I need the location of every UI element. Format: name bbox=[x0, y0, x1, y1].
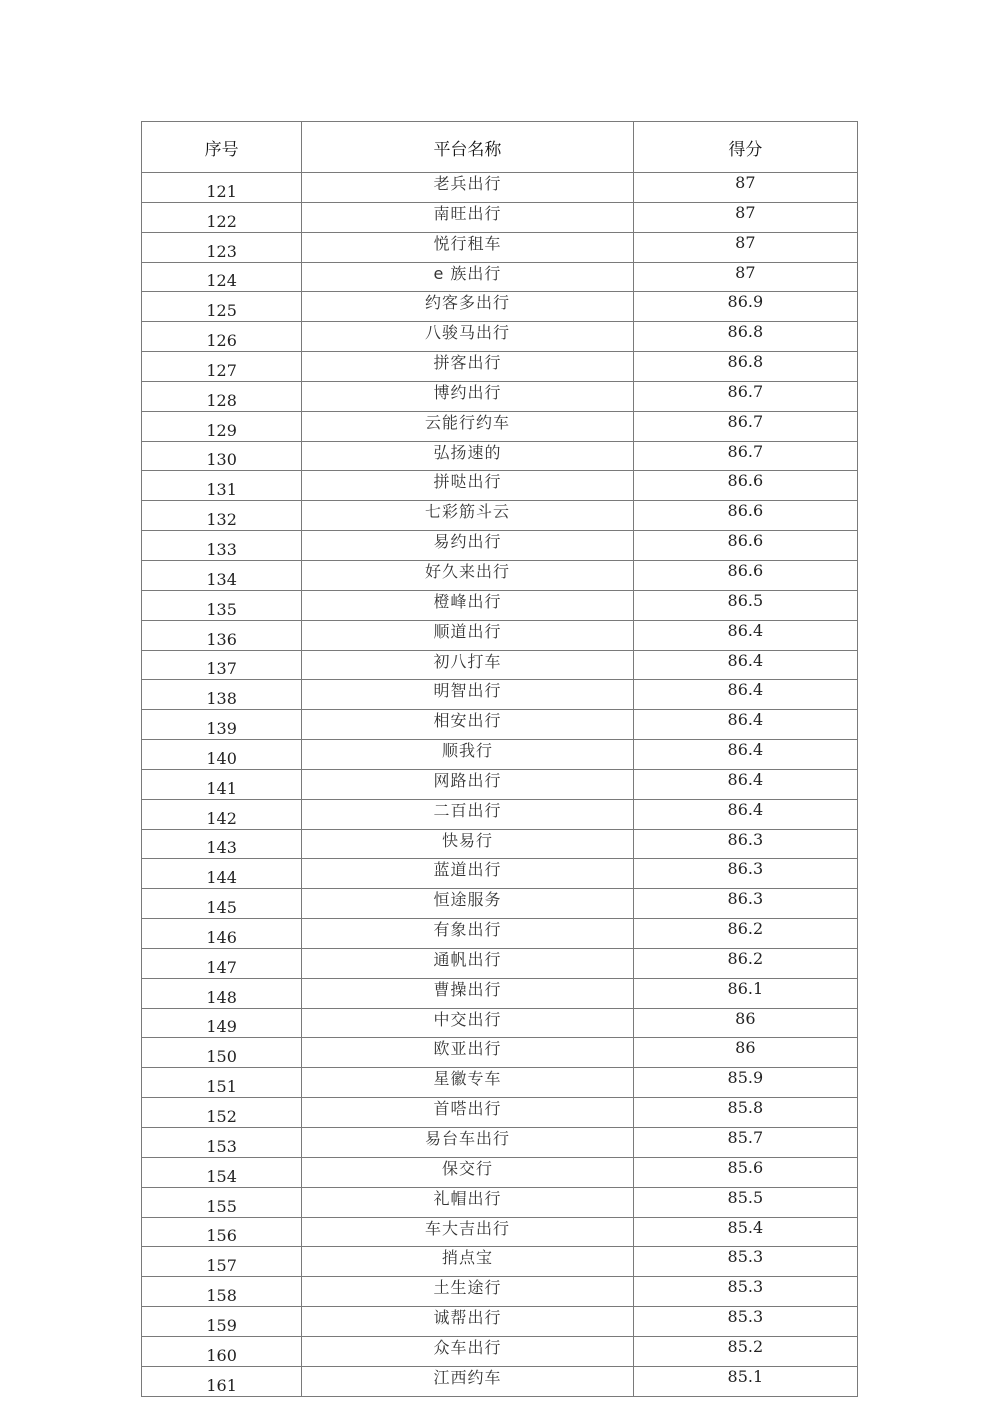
platform-name: 曹操出行 bbox=[302, 978, 633, 1008]
platform-name: 悦行租车 bbox=[302, 232, 633, 262]
row-number: 155 bbox=[142, 1187, 302, 1217]
platform-name: 通帆出行 bbox=[302, 948, 633, 978]
score-value: 86.3 bbox=[633, 859, 857, 889]
score-value: 86.3 bbox=[633, 829, 857, 859]
row-number: 125 bbox=[142, 292, 302, 322]
platform-name: 恒途服务 bbox=[302, 889, 633, 919]
row-number: 144 bbox=[142, 859, 302, 889]
row-number: 132 bbox=[142, 501, 302, 531]
table-body bbox=[142, 173, 858, 1397]
row-number: 133 bbox=[142, 531, 302, 561]
table-row bbox=[142, 1277, 858, 1307]
platform-name: 网路出行 bbox=[302, 769, 633, 799]
platform-name: 快易行 bbox=[302, 829, 633, 859]
score-value: 86.3 bbox=[633, 889, 857, 919]
platform-name: 江西约车 bbox=[302, 1366, 633, 1396]
row-number: 134 bbox=[142, 560, 302, 590]
platform-name: 保交行 bbox=[302, 1157, 633, 1187]
row-number: 131 bbox=[142, 471, 302, 501]
table-header bbox=[142, 122, 858, 173]
score-value: 86 bbox=[633, 1038, 857, 1068]
score-value: 85.8 bbox=[633, 1098, 857, 1128]
table-row bbox=[142, 352, 858, 382]
score-value: 86.7 bbox=[633, 441, 857, 471]
table-row bbox=[142, 471, 858, 501]
score-value: 86.1 bbox=[633, 978, 857, 1008]
table-row bbox=[142, 799, 858, 829]
row-number: 137 bbox=[142, 650, 302, 680]
score-value: 85.4 bbox=[633, 1217, 857, 1247]
platform-name: 明智出行 bbox=[302, 680, 633, 710]
platform-name: 八骏马出行 bbox=[302, 322, 633, 352]
platform-name: 初八打车 bbox=[302, 650, 633, 680]
table-row bbox=[142, 1217, 858, 1247]
score-value: 86.6 bbox=[633, 560, 857, 590]
table-row bbox=[142, 173, 858, 203]
platform-name: 有象出行 bbox=[302, 919, 633, 949]
table-row bbox=[142, 1128, 858, 1158]
row-number: 127 bbox=[142, 352, 302, 382]
score-value: 85.9 bbox=[633, 1068, 857, 1098]
score-value: 87 bbox=[633, 173, 857, 203]
platform-name: 易约出行 bbox=[302, 531, 633, 561]
score-value: 86.4 bbox=[633, 710, 857, 740]
platform-name: 诚帮出行 bbox=[302, 1307, 633, 1337]
table-row bbox=[142, 232, 858, 262]
table-row bbox=[142, 1098, 858, 1128]
platform-name: 车大吉出行 bbox=[302, 1217, 633, 1247]
row-number: 140 bbox=[142, 740, 302, 770]
score-value: 86.7 bbox=[633, 411, 857, 441]
platform-name: 众车出行 bbox=[302, 1336, 633, 1366]
platform-name: 七彩筋斗云 bbox=[302, 501, 633, 531]
score-value: 86.4 bbox=[633, 680, 857, 710]
platform-name: 二百出行 bbox=[302, 799, 633, 829]
score-value: 85.5 bbox=[633, 1187, 857, 1217]
table-row bbox=[142, 202, 858, 232]
row-number: 143 bbox=[142, 829, 302, 859]
score-value: 86.6 bbox=[633, 471, 857, 501]
table-row bbox=[142, 859, 858, 889]
row-number: 156 bbox=[142, 1217, 302, 1247]
table-row bbox=[142, 620, 858, 650]
score-value: 86.2 bbox=[633, 919, 857, 949]
score-value: 87 bbox=[633, 262, 857, 292]
score-value: 86.4 bbox=[633, 620, 857, 650]
row-number: 135 bbox=[142, 590, 302, 620]
score-value: 85.2 bbox=[633, 1336, 857, 1366]
row-number: 154 bbox=[142, 1157, 302, 1187]
score-value: 87 bbox=[633, 232, 857, 262]
score-value: 85.1 bbox=[633, 1366, 857, 1396]
header-no: 序号 bbox=[142, 122, 302, 173]
table-row bbox=[142, 710, 858, 740]
row-number: 146 bbox=[142, 919, 302, 949]
score-value: 86.4 bbox=[633, 740, 857, 770]
score-value: 86.4 bbox=[633, 769, 857, 799]
platform-name: 土生途行 bbox=[302, 1277, 633, 1307]
row-number: 161 bbox=[142, 1366, 302, 1396]
table-row bbox=[142, 590, 858, 620]
score-value: 85.3 bbox=[633, 1247, 857, 1277]
table-row bbox=[142, 292, 858, 322]
platform-name: 首嗒出行 bbox=[302, 1098, 633, 1128]
table-row bbox=[142, 889, 858, 919]
platform-name: 橙峰出行 bbox=[302, 590, 633, 620]
table-row bbox=[142, 322, 858, 352]
table-row bbox=[142, 650, 858, 680]
score-value: 86.4 bbox=[633, 799, 857, 829]
row-number: 121 bbox=[142, 173, 302, 203]
score-value: 86.8 bbox=[633, 322, 857, 352]
table-row bbox=[142, 531, 858, 561]
score-value: 85.3 bbox=[633, 1307, 857, 1337]
score-value: 86.2 bbox=[633, 948, 857, 978]
platform-name: 相安出行 bbox=[302, 710, 633, 740]
platform-name: 欧亚出行 bbox=[302, 1038, 633, 1068]
score-value: 85.3 bbox=[633, 1277, 857, 1307]
table-row bbox=[142, 769, 858, 799]
header-row bbox=[142, 122, 858, 173]
table-row bbox=[142, 411, 858, 441]
score-value: 86.8 bbox=[633, 352, 857, 382]
platform-name: 约客多出行 bbox=[302, 292, 633, 322]
table-row bbox=[142, 919, 858, 949]
score-value: 86.9 bbox=[633, 292, 857, 322]
platform-name: 博约出行 bbox=[302, 381, 633, 411]
row-number: 145 bbox=[142, 889, 302, 919]
row-number: 153 bbox=[142, 1128, 302, 1158]
row-number: 152 bbox=[142, 1098, 302, 1128]
score-value: 85.6 bbox=[633, 1157, 857, 1187]
table-row bbox=[142, 501, 858, 531]
table-row bbox=[142, 1307, 858, 1337]
table-row bbox=[142, 262, 858, 292]
platform-name: 礼帽出行 bbox=[302, 1187, 633, 1217]
score-value: 85.7 bbox=[633, 1128, 857, 1158]
table-row bbox=[142, 1038, 858, 1068]
table-row bbox=[142, 441, 858, 471]
platform-name: 顺道出行 bbox=[302, 620, 633, 650]
platform-name: 顺我行 bbox=[302, 740, 633, 770]
score-table bbox=[141, 121, 858, 1397]
table-row bbox=[142, 381, 858, 411]
row-number: 128 bbox=[142, 381, 302, 411]
platform-name: 中交出行 bbox=[302, 1008, 633, 1038]
platform-name: 云能行约车 bbox=[302, 411, 633, 441]
table-row bbox=[142, 978, 858, 1008]
table-row bbox=[142, 1008, 858, 1038]
table-row bbox=[142, 1187, 858, 1217]
row-number: 150 bbox=[142, 1038, 302, 1068]
row-number: 138 bbox=[142, 680, 302, 710]
row-number: 139 bbox=[142, 710, 302, 740]
platform-name: 好久来出行 bbox=[302, 560, 633, 590]
header-platform-name: 平台名称 bbox=[302, 122, 633, 173]
table-row bbox=[142, 680, 858, 710]
row-number: 160 bbox=[142, 1336, 302, 1366]
table-row bbox=[142, 1247, 858, 1277]
score-value: 86.5 bbox=[633, 590, 857, 620]
score-value: 86.7 bbox=[633, 381, 857, 411]
platform-name: 老兵出行 bbox=[302, 173, 633, 203]
table-row bbox=[142, 740, 858, 770]
row-number: 149 bbox=[142, 1008, 302, 1038]
score-value: 86.6 bbox=[633, 531, 857, 561]
row-number: 130 bbox=[142, 441, 302, 471]
row-number: 129 bbox=[142, 411, 302, 441]
platform-name: 弘扬速的 bbox=[302, 441, 633, 471]
row-number: 157 bbox=[142, 1247, 302, 1277]
table-row bbox=[142, 829, 858, 859]
row-number: 159 bbox=[142, 1307, 302, 1337]
score-value: 86 bbox=[633, 1008, 857, 1038]
row-number: 124 bbox=[142, 262, 302, 292]
row-number: 122 bbox=[142, 202, 302, 232]
table-row bbox=[142, 1336, 858, 1366]
score-value: 87 bbox=[633, 202, 857, 232]
platform-name: 南旺出行 bbox=[302, 202, 633, 232]
row-number: 147 bbox=[142, 948, 302, 978]
table-row bbox=[142, 560, 858, 590]
platform-name: 易台车出行 bbox=[302, 1128, 633, 1158]
platform-name: 拼客出行 bbox=[302, 352, 633, 382]
row-number: 141 bbox=[142, 769, 302, 799]
platform-name: 拼哒出行 bbox=[302, 471, 633, 501]
platform-name: e 族出行 bbox=[302, 262, 633, 292]
row-number: 142 bbox=[142, 799, 302, 829]
row-number: 136 bbox=[142, 620, 302, 650]
row-number: 126 bbox=[142, 322, 302, 352]
score-value: 86.6 bbox=[633, 501, 857, 531]
score-value: 86.4 bbox=[633, 650, 857, 680]
header-score: 得分 bbox=[633, 122, 857, 173]
table-row bbox=[142, 948, 858, 978]
row-number: 123 bbox=[142, 232, 302, 262]
row-number: 148 bbox=[142, 978, 302, 1008]
table-row bbox=[142, 1157, 858, 1187]
row-number: 158 bbox=[142, 1277, 302, 1307]
table-row bbox=[142, 1068, 858, 1098]
platform-name: 星徽专车 bbox=[302, 1068, 633, 1098]
row-number: 151 bbox=[142, 1068, 302, 1098]
platform-name: 捎点宝 bbox=[302, 1247, 633, 1277]
table-row bbox=[142, 1366, 858, 1396]
platform-name: 蓝道出行 bbox=[302, 859, 633, 889]
